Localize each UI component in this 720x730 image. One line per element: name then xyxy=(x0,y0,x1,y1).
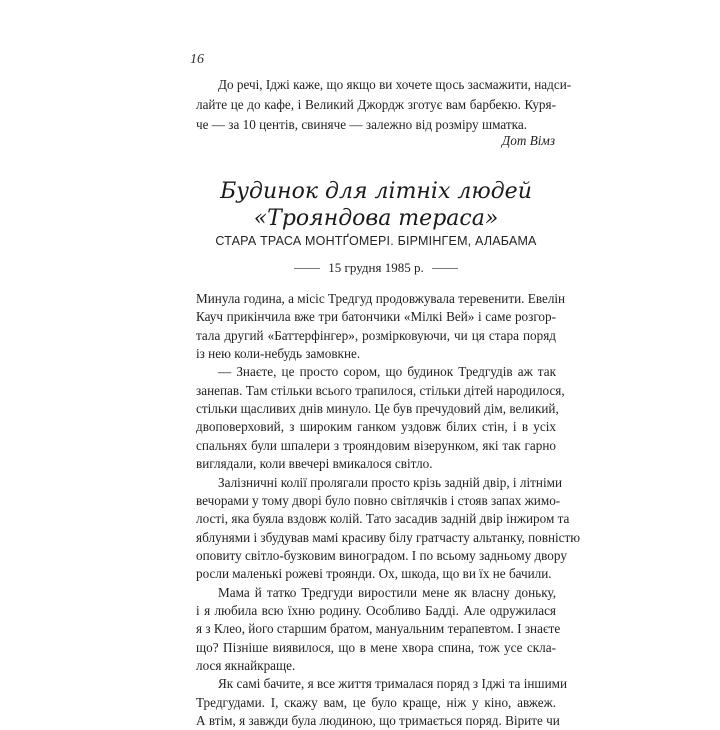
body-line: спальнях були шпалери з трояндовим візерунком, які так гарно xyxy=(196,437,556,453)
body-line: що? Пізніше виявилося, що в мене хвора спина, тож усе скла- xyxy=(196,639,556,655)
chapter-title-line-1: Будинок для літніх людей xyxy=(220,179,532,204)
chapter-date-row xyxy=(196,260,556,276)
intro-line-2: лайте це до кафе, і Великий Джордж зготує вам барбекю. Куря- xyxy=(196,97,556,112)
body-line: лості, яка буяла вздовж колій. Тато засадив задній двір інжиром та xyxy=(196,511,570,527)
body-line: росли маленькі рожеві троянди. Ох, шкода, що ви їх не бачили. xyxy=(196,566,552,582)
page-number: 16 xyxy=(190,52,204,67)
body-line: Як самі бачите, я все життя трималася поряд з Іджі та іншими xyxy=(218,676,568,692)
body-line: двоповерховий, з широким ганком уздовж білих стін, і в усіх xyxy=(196,419,556,435)
body-line: стільки щасливих днів минуло. Це був пречудовий дім, великий, xyxy=(196,401,559,417)
body-line: Залізничні колії пролягали просто крізь задній двір, і літніми xyxy=(218,474,563,490)
chapter-location: СТАРА ТРАСА МОНТҐОМЕРІ. БІРМІНГЕМ, АЛАБАМА xyxy=(215,234,537,248)
body-line: я з Клео, його старшим братом, мануальним терапевтом. І знаєте xyxy=(196,621,561,637)
body-line: вечорами у тому дворі було повно світлячків і стояв запах жимо- xyxy=(196,492,561,508)
intro-line-3: че — за 10 центів, свиняче — залежно від розміру шматка. xyxy=(196,117,527,132)
body-line: оповиту світло-бузковим виноградом. І по всьому задньому двору xyxy=(196,547,567,563)
body-line: Кауч прикінчила вже три батончики «Мілкі Вей» і саме розгор- xyxy=(196,309,556,325)
body-line: яблунями і збудував мамі красиву білу гратчасту альтанку, повністю xyxy=(196,529,581,545)
chapter-title-line-2: «Трояндова тераса» xyxy=(253,206,499,231)
intro-signature: Дот Вімз xyxy=(501,133,555,148)
date-left-rule xyxy=(294,268,320,269)
body-line: виглядали, коли ввечері вмикалося світло. xyxy=(196,456,433,472)
body-line: і я любила всю їхню родину. Особливо Бадді. Але одружилася xyxy=(196,602,556,618)
chapter-date: 15 грудня 1985 р. xyxy=(328,260,424,275)
body-line: Минула година, а місіс Тредгуд продовжувала теревенити. Евелін xyxy=(196,291,566,306)
body-line: занепав. Там стільки всього трапилося, стільки дітей народилося, xyxy=(196,382,565,398)
body-line: А втім, я завжди була людиною, що тримається поряд. Вірите чи xyxy=(196,713,560,729)
body-line: тала другий «Баттерфінгер», розмірковуючи, чи ця стара поряд xyxy=(196,327,556,343)
body-line: із нею коли-небудь замовкне. xyxy=(196,346,361,362)
date-right-rule xyxy=(432,268,458,269)
body-line: лося якнайкраще. xyxy=(196,658,296,673)
intro-line-1: До речі, Іджі каже, що якщо ви хочете щось засмажити, надси- xyxy=(218,77,572,92)
body-line: Тредгудами. І, скажу вам, це було краще, ніж у кіно, авжеж. xyxy=(196,694,556,710)
body-line: — Знаєте, це просто сором, що будинок Тредгудів аж так xyxy=(218,364,556,380)
body-line: Мама й татко Тредгуди виростили мене як власну доньку, xyxy=(218,584,556,600)
